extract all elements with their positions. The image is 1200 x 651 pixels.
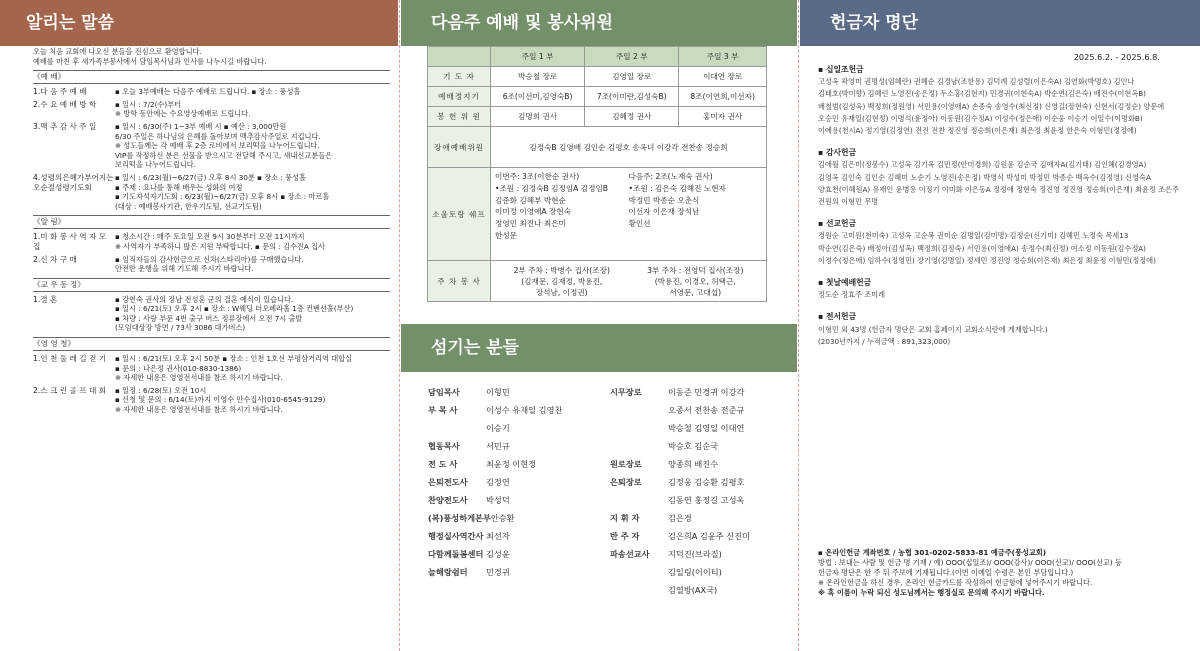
servant-names: 김성윤 xyxy=(486,549,510,559)
servant-role: 협동목사 xyxy=(428,441,460,451)
servant-row xyxy=(428,473,562,491)
item-title: 2.수 요 예 배 방 학 xyxy=(33,99,97,109)
parking-line: 서영문, 고대섭) xyxy=(669,287,722,297)
offering-title: 헌금자 명단 xyxy=(800,0,1200,46)
servant-role: (복)풍성하게본부 xyxy=(428,513,491,523)
item-line: 6/30 주일은 하나님의 은혜를 돌아보며 맥추감사주일로 지킵니다. xyxy=(115,131,321,141)
offering-category: ▪ 전서헌금 xyxy=(818,312,857,322)
servants-right xyxy=(610,383,750,599)
section-heading: 《영 영 청》 xyxy=(33,337,390,351)
offering-column xyxy=(800,0,1200,651)
announcements-intro xyxy=(33,47,390,66)
offering-names: 배철범(김성옥) 백정희(정원영) 서민용(이영애A) 손종숙 송영수(최신정) 신영길(장현숙) 신현서(김정순) 양문애 xyxy=(818,101,1165,111)
announcement-item xyxy=(33,255,390,274)
table-cell xyxy=(491,168,767,261)
item-line: ※ 방학 동안에는 수요영상예배로 드립니다. xyxy=(115,109,251,119)
item-line: ▪ 일시 : 6/21(토) 오후 2시 50분 ▪ 장소 : 인천 1호선 부평삼거리역 대합실 xyxy=(115,354,353,364)
offering-names: 김태호(박미향) 김혜린 노영진(송은정) 두소홍(김현지) 민경귀(이현숙A) 박순연(김은숙) 배진수(이현옥B) xyxy=(818,89,1146,99)
announcement-item xyxy=(33,232,390,251)
servant-role: 반 주 자 xyxy=(610,531,640,541)
servant-names: 이동준 민경귀 이강각 xyxy=(668,387,745,397)
offering-date: 2025.6.2. - 2025.6.8. xyxy=(1073,52,1160,62)
servant-names: 김은희A 김윤주 신진미 xyxy=(668,531,750,541)
servant-role: 전 도 사 xyxy=(428,459,458,469)
servant-row xyxy=(610,545,750,563)
table-cell: 이대연 장로 xyxy=(679,67,767,87)
table-cell: 김정숙B 김영배 김인순 김평호 송옥녀 이강각 전찬송 정승희 xyxy=(491,127,767,168)
item-line: ▪ 일정 : 6/28(토) 오전 10시 xyxy=(115,385,207,395)
servant-role: 행정실사역간사 xyxy=(428,531,484,541)
servant-role: 담임목사 xyxy=(428,387,460,397)
announcements-column xyxy=(0,0,398,651)
table-header: 주일 2 부 xyxy=(585,47,679,67)
item-line: ▪ 일시 : 7/2(수)부터 xyxy=(115,99,182,109)
servant-row xyxy=(428,419,562,437)
servant-role: 원로장로 xyxy=(610,459,642,469)
item-line: VIP를 작정하신 분은 선물을 받으시고 전달해 주시고, 새내신교분들은 xyxy=(115,150,333,160)
table-cell: 김명희 권사 xyxy=(491,107,585,127)
announcement-item xyxy=(33,122,390,170)
servant-row xyxy=(428,455,562,473)
item-line: ▪ 청소시간 : 매주 토요일 오전 9시 30분부터 오전 11시까지 xyxy=(115,232,305,242)
parking-line: 3부 주차 : 전영덕 집사(조장) xyxy=(647,265,744,275)
servant-row xyxy=(428,383,562,401)
servant-row xyxy=(610,437,750,455)
table-cell: 홍미자 권사 xyxy=(679,107,767,127)
table-row xyxy=(428,67,767,87)
servant-names: 김은경 xyxy=(668,513,692,523)
servant-row xyxy=(610,491,750,509)
sokul-line: 이번주: 3조(이한순 권사) xyxy=(495,172,580,181)
offering-category: ▪ 십일조헌금 xyxy=(818,65,864,74)
table-row xyxy=(428,87,767,107)
servant-names: 이성수 유재일 김영찬 xyxy=(486,405,563,415)
intro-line: 오늘 처음 교회에 나오신 분들을 진심으로 환영합니다. xyxy=(33,47,202,56)
servant-row xyxy=(610,563,750,581)
table-row xyxy=(428,261,767,302)
item-body xyxy=(115,122,390,170)
service-table xyxy=(427,46,767,302)
servant-names: 김열방(AX국) xyxy=(668,585,718,595)
section-heading: 《알 림》 xyxy=(33,215,390,229)
table-corner xyxy=(428,47,491,67)
item-body xyxy=(115,173,390,211)
sokul-line: 한성문 xyxy=(495,230,518,240)
parking-line: (김재문, 김재정, 박용진, xyxy=(521,276,603,286)
servant-row xyxy=(610,455,750,473)
item-title: 2.신 차 구 매 xyxy=(33,254,77,264)
servant-row xyxy=(610,473,750,491)
servant-names: 지덕진(브라질) xyxy=(668,549,722,559)
item-line: 안전한 운행을 위해 기도해 주시기 바랍니다. xyxy=(115,264,254,274)
table-cell: 김영일 장로 xyxy=(585,67,679,87)
servant-names: 서민규 xyxy=(486,441,510,451)
parking-groups xyxy=(495,265,762,298)
announcement-item xyxy=(33,295,390,333)
servant-role: 다함께돌봄센터 xyxy=(428,549,484,559)
offering-category: ▪ 첫날예배헌금 xyxy=(818,278,872,288)
servant-role: 지 휘 자 xyxy=(610,513,640,523)
item-body xyxy=(115,295,390,333)
item-line: ▪ 차량 : 사랑 부문 4번 출구 버스 정류장에서 오전 7시 출발 xyxy=(115,313,303,323)
servant-names: 양종희 배진수 xyxy=(668,459,719,469)
servants-left xyxy=(428,383,562,581)
notice-line: 헌금자 명단은 한 주 뒤 주보에 기재됩니다.(이번 이메일 수령은 본인 부담입니다.) xyxy=(818,568,1074,577)
item-title: 4.성령의은혜가부어지는 오순절성령기도회 xyxy=(33,172,114,192)
sokul-line: 정영민 최진나 최은미 xyxy=(495,219,566,229)
next-week-column xyxy=(401,0,797,651)
servant-row xyxy=(610,383,750,401)
item-line: ▪ 문의 : 나은정 권사(010-8830-1386) xyxy=(115,363,242,373)
offering-category: ▪ 선교헌금 xyxy=(818,219,857,229)
servant-names: 오종서 전찬송 전준규 xyxy=(668,405,745,415)
servant-row xyxy=(428,527,562,545)
item-line: ※ 자세한 내용은 영영전서내를 참조 하시기 바랍니다. xyxy=(115,373,283,383)
servant-row xyxy=(610,509,750,527)
servant-row xyxy=(428,509,562,527)
servant-row xyxy=(428,491,562,509)
servant-names: 최선자 xyxy=(486,531,510,541)
item-title: 1.미 화 봉 사 역 자 모 집 xyxy=(33,232,107,251)
announcement-item xyxy=(33,87,390,97)
announcement-item xyxy=(33,173,390,211)
offering-list xyxy=(800,64,1200,348)
offering-names: 경원순 고미원(천미숙) 고성옥 고순복 권미순 김명일(김미명) 김정순(신기미) 김혜민 노정숙 목세13 xyxy=(818,231,1129,241)
notice-line: 방법 : 보내는 사람 및 헌금 명 기재 / 예) OOO(십일조)/ OOO(감사)/ OOO(선교)/ OOO(선교) 등 xyxy=(818,558,1122,567)
sokul-line: 이미정 이영애A 장현숙 xyxy=(495,207,572,217)
row-label: 기 도 자 xyxy=(428,67,491,87)
online-offering-notice xyxy=(818,548,1183,598)
offering-category: ▪ 감사헌금 xyxy=(818,148,857,158)
row-label: 봉 헌 위 원 xyxy=(428,107,491,127)
table-cell: 박승철 장로 xyxy=(491,67,585,87)
row-label: 예배정지기 xyxy=(428,87,491,107)
item-line: ※ 자세한 내용은 영영전서내를 참조 하시기 바랍니다. xyxy=(115,405,283,415)
item-title: 3.맥 추 감 사 주 일 xyxy=(33,121,97,131)
servant-names: 최윤정 이현정 xyxy=(486,459,537,469)
item-title: 2.스 크 린 골 프 대 회 xyxy=(33,385,107,395)
item-title: 1.인 천 둘 레 길 걷 기 xyxy=(33,354,107,364)
offering-names: 김영옥 김인숙 김인순 김혜미 노순기 노영진(송은정) 박영식 박성미 박정민 박종순 백옥수(김정영) 신영숙A xyxy=(818,172,1151,182)
table-cell: 6조(이선미,김영숙B) xyxy=(491,87,585,107)
parking-line: (박용진, 이경오, 허택근, xyxy=(654,276,736,286)
offering-names: 이애용(천시A) 정기영(김정연) 전진 전찬 정진영 정승희(이은재) 최은정 최윤정 한은숙 이형민(정정애) xyxy=(818,126,1137,136)
table-row xyxy=(428,168,767,261)
offering-names: 이정수(정은애) 임하수(정영민) 장기영(김명일) 정세민 정진영 정승희(이은재) 최은정 최윤정 이형민(정정애) xyxy=(818,255,1156,265)
offering-names: 김애월 김은미(정봉수) 고성옥 김기옥 김민정(안미경희) 김원윤 김순국 김애자A(김기태) 김인혜(김경영A) xyxy=(818,160,1147,170)
item-line: 보리떡을 나누어드립니다. xyxy=(115,160,196,170)
servant-row xyxy=(428,545,562,563)
servant-names: 이승기 xyxy=(486,423,510,433)
sokul-line: 다음주: 2조(노재숙 권사) xyxy=(628,172,713,181)
row-label: 주 차 봉 사 xyxy=(428,261,491,302)
offering-names: 오승민 유재일(김현정) 이명석(윤정아) 이동원(김수정A) 이성수(정은애) 이순웅 이승기 이일수(이명화B) xyxy=(818,113,1143,123)
table-cell: 김혜정 권사 xyxy=(585,107,679,127)
offering-names: 정도순 정효주 조미례 xyxy=(818,290,886,300)
servant-row xyxy=(428,437,562,455)
servant-role: 시무장로 xyxy=(610,387,642,397)
item-body xyxy=(115,354,390,383)
section-heading: 《예 배》 xyxy=(33,70,390,84)
offering-names: (2030년까지 / 누적금액 : 891,323,000) xyxy=(818,336,951,346)
item-line: ▪ 강연숙 권사의 장남 전성훈 군의 결혼 예식이 있습니다. xyxy=(115,294,294,304)
sokul-line: 이선자 이은재 장석남 xyxy=(628,207,700,217)
item-line: (대상 : 예배봉사기관, 한우기도팀, 선교기도팀) xyxy=(115,201,262,211)
announcement-item xyxy=(33,354,390,383)
servant-role: 늘해랑쉼터 xyxy=(428,567,468,577)
servant-row xyxy=(610,401,750,419)
servant-names: 박승철 김영일 이대연 xyxy=(668,423,745,433)
item-line: ▪ 오늘 3부예배는 다음주 예배로 드립니다. ▪ 장소 : 풍성홀 xyxy=(115,87,301,97)
table-cell: 8조(이연희,이선자) xyxy=(679,87,767,107)
table-cell xyxy=(491,261,767,302)
servant-names: 김동연 홍정길 고성옥 xyxy=(668,495,745,505)
sokul-next-week xyxy=(629,171,763,242)
item-body xyxy=(115,386,390,415)
item-body xyxy=(115,232,390,251)
row-label: 소울토랑 쉐프 xyxy=(428,168,491,261)
item-line: ▪ 기도자석자기도회 : 6/23(월)~6/27(금) 오후 8시 ▪ 장소 : 마르홀 xyxy=(115,192,330,202)
table-header: 주일 3 부 xyxy=(679,47,767,67)
servant-role: 부 목 사 xyxy=(428,405,458,415)
item-line: ※ 성도들께는 각 예배 후 2층 로비에서 보리떡을 나누어드립니다. xyxy=(115,141,320,151)
table-cell: 7조(이미란,김성숙B) xyxy=(585,87,679,107)
offering-names: 양효천(이혜원A) 유재인 윤병용 이정기 이미화 이은동A 정정애 정현숙 정진영 정진영 정승희(이은재) 최윤정 조은주 xyxy=(818,184,1179,194)
sokul-line: •조원 : 김은숙 김해진 노현자 xyxy=(628,183,726,193)
servant-row xyxy=(610,581,750,599)
servant-role: 찬양전도사 xyxy=(428,495,468,505)
intro-line: 예배를 마친 후 새가족부봉사에서 담임목사님과 인사를 나누시길 바랍니다. xyxy=(33,56,267,66)
item-line: (모임대상장 방면 / 73사 3086 대가버스) xyxy=(115,323,246,333)
servant-names: 민경귀 xyxy=(486,567,510,577)
notice-line: ※ 온라인헌금을 하신 경우, 온라인 헌금카드를 작성하여 헌금함에 넣어주시기 바랍니다. xyxy=(818,578,1093,587)
offering-names: 전원의 이형민 무명 xyxy=(818,197,879,207)
item-body xyxy=(115,255,390,274)
next-week-title: 다음주 예배 및 봉사위원 xyxy=(401,0,797,46)
parking-line: 2부 주차 : 박병수 집사(조장) xyxy=(513,265,610,275)
sokul-line: 김준화 김혜부 박현순 xyxy=(495,195,566,205)
table-header: 주일 1 부 xyxy=(491,47,585,67)
item-title: 1.결 혼 xyxy=(33,294,58,304)
sokul-line: 황인선 xyxy=(628,219,651,229)
servant-row xyxy=(428,563,562,581)
servant-row xyxy=(610,419,750,437)
parking-line: 장석남, 이정권) xyxy=(535,287,588,297)
section-heading: 《교 우 동 정》 xyxy=(33,278,390,292)
servant-names: 김정웅 김승환 김평호 xyxy=(668,477,745,487)
sokul-groups xyxy=(495,171,762,242)
notice-line: ※ 혹 이름이 누락 되신 성도님께서는 행정실로 문의해 주시기 바랍니다. xyxy=(818,588,1045,597)
item-line: ▪ 임직자들의 감사헌금으로 신차(스타리아)를 구매했습니다. xyxy=(115,254,304,264)
servant-names: 김일링(이이티) xyxy=(668,567,722,577)
servant-row xyxy=(610,527,750,545)
item-line: ▪ 일시 : 6/21(토) 오후 2시 ▪ 장소 : W웨딩 더오페라홀 1층 컨벤션홀(부산) xyxy=(115,304,354,314)
servant-names: 안승환 xyxy=(490,513,515,523)
item-line: ▪ 일시 : 6/30(주) 1~3부 예배 시 ▪ 예산 : 3,000만원 xyxy=(115,121,287,131)
servant-role: 은퇴전도사 xyxy=(428,477,468,487)
announcement-item xyxy=(33,100,390,119)
item-line: ▪ 일시 : 6/23(월)~6/27(금) 오후 8시 30분 ▪ 장소 : 풍성홀 xyxy=(115,172,306,182)
sokul-this-week xyxy=(495,171,629,242)
offering-names: 박순연(김은숙) 배정아(김성옥) 백정희(김정숙) 서민용(이영애A) 송정수(최신정) 여소정 이동원(김수정A) xyxy=(818,243,1146,253)
announcements-body xyxy=(0,46,398,415)
table-header-row xyxy=(428,47,767,67)
offering-names: 고성옥 곽영미 권명성(임혜란) 권혜순 김경남(조한용) 김덕례 김성렬(이은숙A) 김연화(박명호) 김인나 xyxy=(818,77,1135,87)
item-line: ▪ 주제 : 요나를 통해 배우는 성화의 여정 xyxy=(115,182,243,192)
servant-role: 파송선교사 xyxy=(610,549,650,559)
item-line: ▪ 신청 및 문의 : 6/14(토)까지 이영수 안수집사(010-6545-9129) xyxy=(115,395,326,405)
servant-names: 박성덕 xyxy=(486,495,510,505)
item-title: 1.다 음 주 예 배 xyxy=(33,87,87,97)
row-label: 장애예배위원 xyxy=(428,127,491,168)
servants-title: 섬기는 분들 xyxy=(401,324,797,372)
servant-names: 이형민 xyxy=(486,387,510,397)
table-row xyxy=(428,127,767,168)
offering-names: 이형민 외 43명 (헌금자 명단은 교회 홈페이지 교회소식란에 게재합니다.) xyxy=(818,324,1048,334)
servant-row xyxy=(428,401,562,419)
sokul-line: •조원 : 김정숙B 김정임A 김정임B xyxy=(495,183,608,193)
servant-role: 은퇴장로 xyxy=(610,477,642,487)
column-divider xyxy=(399,0,400,651)
item-line: ※ 사역자가 부족하니 많은 지원 부탁합니다. ▪ 문의 : 김수진A 집사 xyxy=(115,241,326,251)
announcement-item xyxy=(33,386,390,415)
announcements-title: 알리는 말씀 xyxy=(0,0,398,46)
item-body xyxy=(115,100,390,119)
parking-2nd xyxy=(495,265,629,298)
table-row xyxy=(428,107,767,127)
sokul-line: 박정민 박종순 오춘식 xyxy=(628,195,700,205)
item-body xyxy=(115,87,390,97)
servant-names: 박승호 김순국 xyxy=(668,441,719,451)
notice-line: ▪ 온라인헌금 계좌번호 / 농협 301-0202-5833-81 예금주(풍성교회) xyxy=(818,548,1047,557)
column-divider xyxy=(798,0,799,651)
parking-3rd xyxy=(629,265,763,298)
servant-names: 김정연 xyxy=(486,477,510,487)
